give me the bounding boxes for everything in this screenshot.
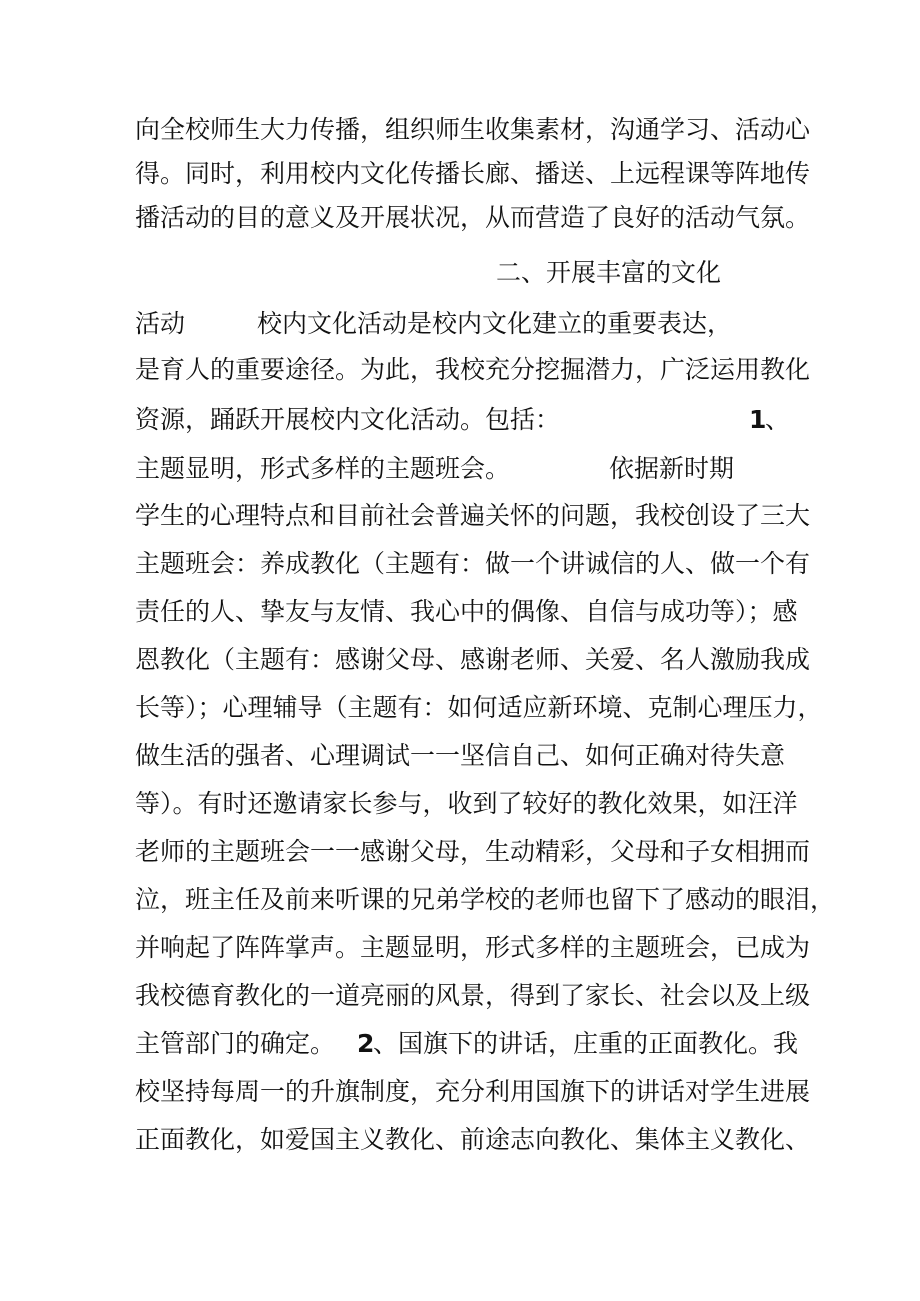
text-segment: 做生活的强者、心理调试一一坚信自己、如何正确对待失意: [135, 741, 786, 770]
text-segment: 责任的人、挚友与友情、我心中的偶像、自信与成功等）；感: [135, 597, 798, 626]
body-text-line: [135, 200, 811, 236]
body-text-line: [135, 1026, 799, 1062]
text-segment: 向全校师生大力传播，组织师生收集素材，沟通学习、活动心: [135, 115, 811, 144]
body-text-line: [135, 642, 811, 678]
text-segment: 校坚持每周一的升旗制度，充分利用国旗下的讲话对学生进展: [135, 1077, 811, 1106]
text-segment: 我校德育教化的一道亮丽的风景，得到了家长、社会以及上级: [135, 981, 811, 1010]
section-heading: [496, 255, 796, 291]
list-number: 1: [749, 405, 767, 434]
text-segment: 资源，踊跃开展校内文化活动。包括：: [135, 405, 561, 434]
body-text-line: [135, 156, 811, 192]
body-text-line: [135, 882, 836, 918]
body-text-line: [135, 352, 811, 388]
body-text-line: [135, 978, 811, 1014]
body-text-line: [135, 834, 811, 870]
section-heading-text: 二、开展丰富的文化: [496, 258, 722, 287]
body-text-line: [135, 690, 823, 726]
body-text-line: [135, 112, 811, 148]
body-text-line: [135, 1074, 811, 1110]
text-segment: 长等）；心理辅导（主题有：如何适应新环境、克制心理压力，: [135, 693, 823, 722]
list-item-title: 、国旗下的讲话，庄重的正面教化。我: [373, 1029, 799, 1058]
text-segment: 校内文化活动是校内文化建立的重要表达，: [257, 309, 733, 338]
text-segment: 主管部门的确定。: [135, 1029, 336, 1058]
text-segment: 主题班会：养成教化（主题有：做一个讲诚信的人、做一个有: [135, 549, 811, 578]
text-segment: 并响起了阵阵掌声。主题显明，形式多样的主题班会，已成为: [135, 933, 811, 962]
text-segment: 泣，班主任及前来听课的兄弟学校的老师也留下了感动的眼泪，: [135, 885, 836, 914]
text-segment: 等）。有时还邀请家长参与，收到了较好的教化效果，如汪洋: [135, 789, 798, 818]
text-segment: 恩教化（主题有：感谢父母、感谢老师、关爱、名人激励我成: [135, 645, 811, 674]
text-segment: 得。同时，利用校内文化传播长廊、播送、上远程课等阵地传: [135, 159, 811, 188]
text-segment: 正面教化，如爱国主义教化、前途志向教化、集体主义教化、: [135, 1125, 811, 1154]
body-text-line: [135, 498, 811, 534]
list-separator: 、: [765, 405, 791, 434]
body-text-line: [135, 930, 811, 966]
body-text-line: [135, 546, 811, 582]
body-text-line: [135, 738, 795, 774]
body-text-line: [135, 451, 795, 487]
body-text-line: [135, 306, 795, 342]
text-segment: 学生的心理特点和目前社会普遍关怀的问题，我校创设了三大: [135, 501, 811, 530]
section-heading-continuation: 活动: [135, 309, 186, 338]
list-number: 2: [357, 1029, 375, 1058]
text-segment: 播活动的目的意义及开展状况，从而营造了良好的活动气氛。: [135, 203, 811, 232]
body-text-line: [135, 1122, 811, 1158]
body-text-line: [135, 402, 795, 438]
text-segment: 是育人的重要途径。为此，我校充分挖掘潜力，广泛运用教化: [135, 355, 811, 384]
text-segment: 老师的主题班会一一感谢父母，生动精彩，父母和子女相拥而: [135, 837, 811, 866]
text-segment: 依据新时期: [609, 454, 735, 483]
body-text-line: [135, 594, 798, 630]
body-text-line: [135, 786, 798, 822]
list-item-title: 主题显明，形式多样的主题班会。: [135, 454, 511, 483]
